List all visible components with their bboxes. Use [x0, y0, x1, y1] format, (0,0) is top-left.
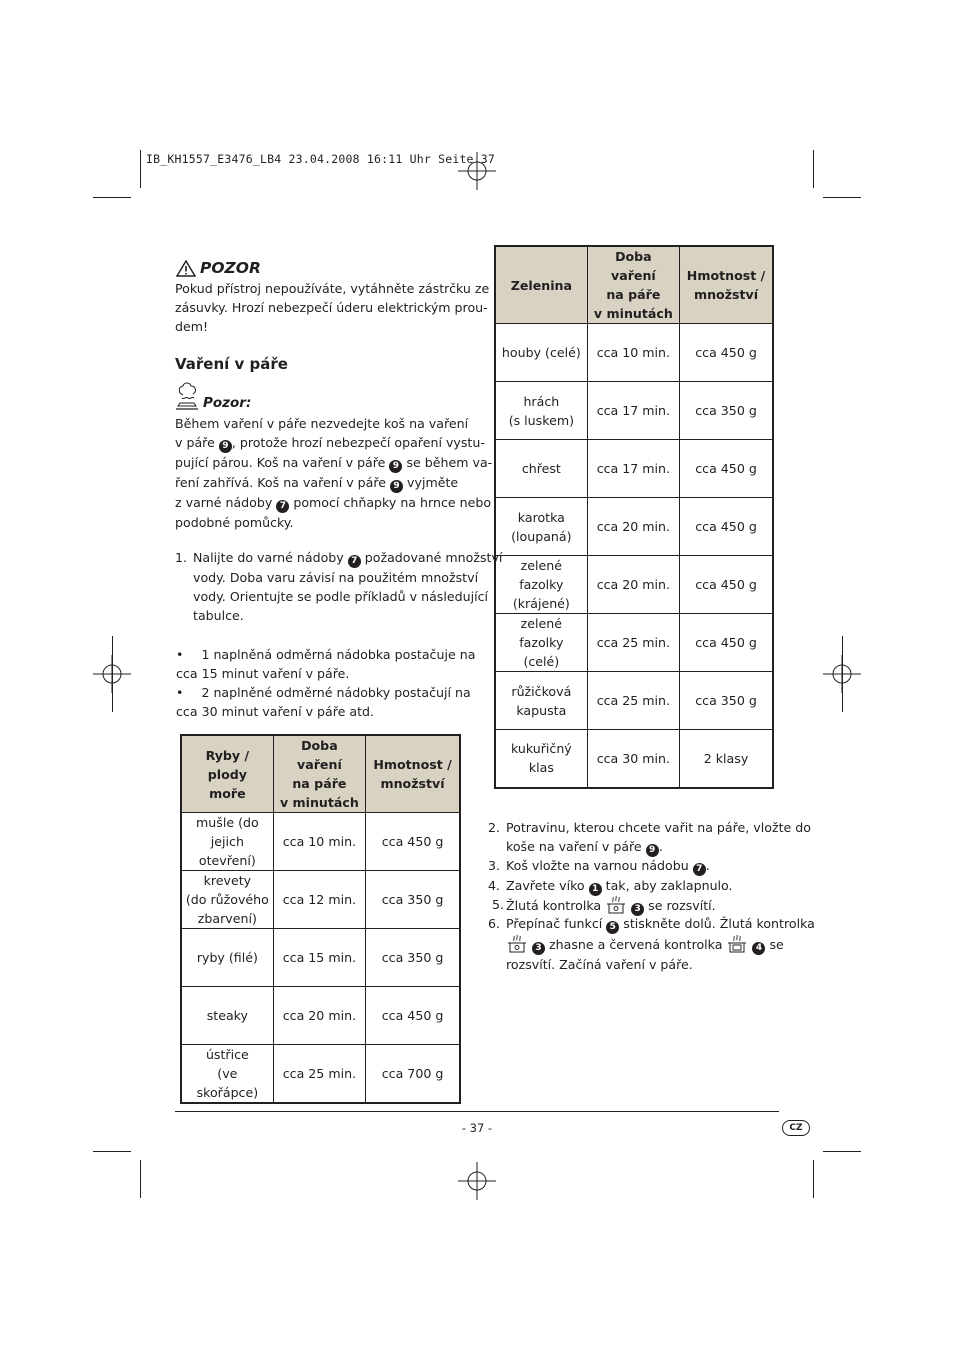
table-cell: steaky	[181, 987, 273, 1045]
table-row	[495, 324, 773, 382]
pot-indicator-icon	[506, 934, 528, 954]
part-number-badge: 9	[219, 440, 232, 453]
table-cell: cca 12 min.	[273, 871, 365, 929]
step-6-text: Přepínač funkcí 5 stiskněte dolů. Žlutá kontrolka 3 zhasne a červená kontrolka 4 se rozsvítí. Začíná vaření v páře.	[506, 916, 815, 972]
print-header: IB_KH1557_E3476_LB4 23.04.2008 16:11 Uhr Seite 37	[146, 152, 496, 166]
table-row	[495, 440, 773, 498]
step-4-number: 4.	[488, 878, 501, 893]
part-number-badge: 4	[752, 942, 765, 955]
crop-mark	[823, 1151, 861, 1152]
table-cell: mušle (do jejich otevření)	[181, 813, 273, 871]
table-row	[495, 498, 773, 556]
crop-mark	[823, 197, 861, 198]
warning-triangle-icon	[176, 260, 196, 277]
table-cell: cca 450 g	[680, 614, 773, 672]
step-6-number: 6.	[488, 916, 501, 931]
pot-indicator-red-icon	[726, 934, 748, 954]
step-3-number: 3.	[488, 858, 501, 873]
step-2-number: 2.	[488, 820, 501, 835]
table-cell: cca 17 min.	[587, 382, 679, 440]
table-header-cell: Zelenina	[495, 246, 587, 324]
vegetable-steaming-table	[494, 245, 774, 789]
table-cell: houby (celé)	[495, 324, 587, 382]
part-number-badge: 7	[348, 555, 361, 568]
crop-mark	[140, 1160, 141, 1198]
table-row	[181, 813, 460, 871]
table-cell: cca 450 g	[366, 813, 460, 871]
fish-steaming-table	[180, 734, 461, 1104]
table-row	[495, 556, 773, 614]
step-5-text: Žlutá kontrolka 3 se rozsvítí.	[506, 895, 716, 916]
step-1-number: 1.	[175, 550, 188, 565]
table-header-cell: Hmotnost / množství	[680, 246, 773, 324]
table-cell: zelené fazolky (celé)	[495, 614, 587, 672]
crop-mark	[93, 197, 131, 198]
table-row	[181, 871, 460, 929]
table-cell: cca 17 min.	[587, 440, 679, 498]
part-number-badge: 1	[589, 883, 602, 896]
pot-indicator-icon	[605, 895, 627, 915]
warning-title: POZOR	[200, 259, 261, 277]
crop-mark	[112, 636, 113, 712]
table-cell: cca 20 min.	[273, 987, 365, 1045]
table-cell: cca 350 g	[680, 382, 773, 440]
table-header-row	[495, 246, 773, 324]
table-cell: krevety (do růžového zbarvení)	[181, 871, 273, 929]
crop-mark	[140, 150, 141, 188]
bullet-1: • 1 naplněná odměrná nádobka postačuje na cca 15 minut vaření v páře.	[176, 647, 476, 682]
table-cell: cca 700 g	[366, 1045, 460, 1104]
table-cell: cca 30 min.	[587, 730, 679, 788]
table-cell: cca 450 g	[680, 498, 773, 556]
warning-text: Pokud přístroj nepoužíváte, vytáhněte zástrčku ze zásuvky. Hrozí nebezpečí úderu elektrickým prou- dem!	[175, 281, 490, 335]
table-cell: 2 klasy	[680, 730, 773, 788]
part-number-badge: 3	[631, 903, 644, 916]
table-header-cell: Doba vaření na páře v minutách	[587, 246, 679, 324]
footer-rule	[175, 1111, 779, 1112]
step-3-text: Koš vložte na varnou nádobu 7 .	[506, 858, 710, 874]
bullet-2: • 2 naplněné odměrné nádobky postačují na cca 30 minut vaření v páře atd.	[176, 685, 471, 720]
table-row	[181, 1045, 460, 1104]
table-row	[495, 382, 773, 440]
table-cell: kukuřičný klas	[495, 730, 587, 788]
table-cell: cca 20 min.	[587, 498, 679, 556]
step-5-number: 5.	[492, 897, 505, 912]
table-row	[181, 987, 460, 1045]
table-cell: cca 25 min.	[587, 672, 679, 730]
step-1-text: Nalijte do varné nádoby 7 požadované množství vody. Doba varu závisí na použitém množství vody. Orientujte se podle příkladů v následující tabulce.	[193, 550, 503, 624]
table-cell: chřest	[495, 440, 587, 498]
table-cell: hrách (s luskem)	[495, 382, 587, 440]
table-cell: cca 450 g	[680, 556, 773, 614]
country-badge: CZ	[782, 1120, 810, 1136]
table-cell: cca 450 g	[366, 987, 460, 1045]
table-cell: cca 10 min.	[587, 324, 679, 382]
caution-text: Během vaření v páře nezvedejte koš na vaření v páře 9 , protože hrozí nebezpečí opaření vystu- pující párou. Koš na vaření v páře 9 se během va- ření zahřívá. Koš na vaření v páře 9 vyjměte z varné nádoby 7 pomocí chňapky na hrnce nebo podobné pomůcky.	[175, 416, 493, 531]
table-row	[495, 614, 773, 672]
table-cell: zelené fazolky (krájené)	[495, 556, 587, 614]
caution-title: Pozor:	[203, 395, 252, 411]
section-title: Vaření v páře	[175, 355, 288, 373]
table-row	[181, 929, 460, 987]
table-cell: cca 450 g	[680, 440, 773, 498]
page-number: - 37 -	[461, 1121, 493, 1135]
table-cell: karotka (loupaná)	[495, 498, 587, 556]
crop-mark	[842, 636, 843, 712]
part-number-badge: 3	[532, 942, 545, 955]
registration-mark-icon	[458, 1162, 496, 1200]
crop-mark	[813, 150, 814, 188]
table-header-row	[181, 735, 460, 813]
table-header-cell: Hmotnost / množství	[366, 735, 460, 813]
hot-steam-hand-icon	[174, 381, 200, 411]
table-row	[495, 672, 773, 730]
table-header-cell: Doba vaření na páře v minutách	[273, 735, 365, 813]
part-number-badge: 7	[693, 863, 706, 876]
table-cell: cca 25 min.	[587, 614, 679, 672]
table-header-cell: Ryby / plody moře	[181, 735, 273, 813]
part-number-badge: 7	[276, 500, 289, 513]
step-2-text: Potravinu, kterou chcete vařit na páře, vložte do koše na vaření v páře 9 .	[506, 820, 811, 856]
part-number-badge: 9	[646, 844, 659, 857]
table-cell: cca 15 min.	[273, 929, 365, 987]
crop-mark	[93, 1151, 131, 1152]
table-row	[495, 730, 773, 788]
table-cell: cca 350 g	[366, 871, 460, 929]
part-number-badge: 9	[390, 480, 403, 493]
crop-mark	[813, 1160, 814, 1198]
registration-mark-icon	[458, 152, 496, 190]
table-cell: cca 350 g	[366, 929, 460, 987]
table-cell: cca 450 g	[680, 324, 773, 382]
part-number-badge: 5	[606, 921, 619, 934]
table-cell: růžičková kapusta	[495, 672, 587, 730]
table-cell: cca 20 min.	[587, 556, 679, 614]
table-cell: cca 10 min.	[273, 813, 365, 871]
step-4-text: Zavřete víko 1 tak, aby zaklapnulo.	[506, 878, 733, 894]
part-number-badge: 9	[389, 460, 402, 473]
table-cell: ústřice (ve skořápce)	[181, 1045, 273, 1104]
table-cell: cca 350 g	[680, 672, 773, 730]
table-cell: cca 25 min.	[273, 1045, 365, 1104]
table-cell: ryby (filé)	[181, 929, 273, 987]
